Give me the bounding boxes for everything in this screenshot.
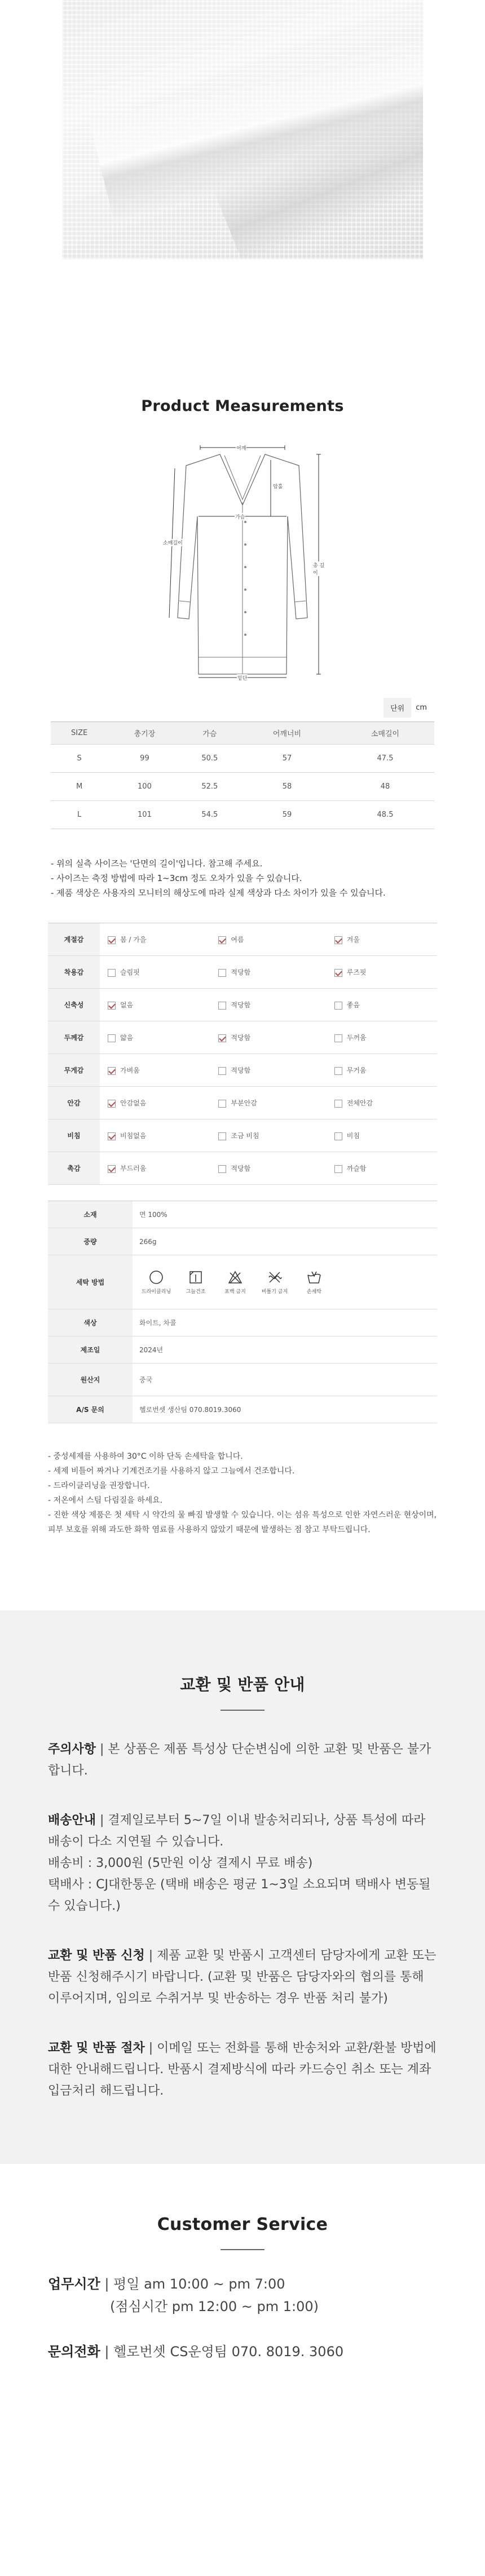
request-block: 교환 및 반품 신청 | 제품 교환 및 반품시 고객센터 담당자에게 교환 또는 반품 신청해주시기 바랍니다. (교환 및 반품은 담당자와의 협의를 통해 이루어지며, 임의로 수취거부 및 반송하는 경우 반품 처리 불가) [48,1949,436,2006]
checkbox-icon [218,1002,226,1010]
care-icons [139,1265,437,1299]
attribute-option [100,1119,210,1152]
garment-diagram [158,432,327,680]
dim-shoulder-label: 어깨 [236,444,246,452]
checkbox-icon [108,1100,116,1108]
table-row [48,1021,437,1054]
attribute-table [48,923,437,1185]
size-cell: 50.5 [182,745,238,773]
product-fabric-photo [62,0,423,259]
size-cell: 48.5 [336,801,434,829]
attribute-option [210,989,326,1021]
shade-dry-item [179,1269,213,1295]
dim-armhole-label: 암홀 [272,483,283,490]
option-text: 비침없음 [120,1132,147,1140]
hand-wash-icon [306,1269,322,1285]
shipping-text: 결제일로부터 5~7일 이내 발송처리되나, 상품 특성에 따라 배송이 다소 지연될 수 있습니다. [48,1813,426,1849]
checkbox-icon [108,1034,116,1042]
table-row [48,956,437,989]
checkbox-icon [218,1100,226,1108]
unit-value: cm [416,703,427,712]
dry-clean-item [139,1269,173,1295]
table-row [48,1119,437,1152]
care-text: 손세탁 [306,1289,322,1295]
option-text: 부분안감 [231,1099,257,1107]
procedure-label: 교환 및 반품 절차 [48,2041,145,2055]
note-line: - 위의 실측 사이즈는 '단면의 길이'입니다. 참고해 주세요. [51,858,263,869]
no-wring-item [258,1269,292,1295]
size-table-header-cell: 가슴 [182,722,238,745]
care-note-line: - 중성세제를 사용하여 30°C 이하 단독 손세탁을 합니다. [48,1452,243,1461]
no-bleach-item [218,1269,252,1295]
table-row [48,1309,437,1336]
checkbox-icon [334,1067,342,1075]
procedure-text: 이메일 또는 전화를 통해 반송처와 교환/환불 방법에 대한 안내해드립니다. 반품시 결제방식에 따라 카드승인 취소 또는 계좌 입금처리 해드립니다. [48,2041,436,2098]
request-text: 제품 교환 및 반품시 고객센터 담당자에게 교환 또는 반품 신청해주시기 바랍니다. (교환 및 반품은 담당자와의 협의를 통해 이루어지며, 임의로 수취거부 및 반송하는 경우 반품 처리 불가) [48,1949,436,2006]
contact-label: 문의전화 [48,2344,100,2360]
attribute-option [100,1021,210,1054]
table-row [48,1087,437,1119]
dry-clean-icon [148,1269,164,1285]
option-text: 얇음 [120,1034,134,1042]
shipping-label: 배송안내 [48,1813,96,1827]
table-row [51,801,434,829]
option-text: 루즈핏 [346,968,367,976]
option-text: 적당함 [231,1066,251,1074]
option-text: 적당함 [231,1034,251,1042]
dim-length-label: 총 길이 [312,561,327,576]
attribute-option [100,989,210,1021]
option-text: 까슬함 [346,1165,367,1172]
care-note-line: - 세제 비틀어 짜거나 기계건조기를 사용하지 않고 그늘에서 건조합니다. [48,1467,295,1476]
measurements-title: Product Measurements [141,397,344,415]
dim-sleeve-label: 소매길이 [162,539,183,546]
attribute-label: 착용감 [48,956,100,989]
hand-wash-item [297,1269,331,1295]
as-label: A/S 문의 [48,1396,133,1423]
attribute-option [327,1119,437,1152]
option-text: 부드러움 [120,1165,147,1172]
option-text: 봄 / 가을 [120,936,147,944]
size-cell: 57 [238,745,336,773]
made-value: 2024년 [133,1336,437,1364]
size-cell: 59 [238,801,336,829]
table-row [48,1152,437,1185]
care-notes [48,1449,437,1537]
checkbox-icon [108,1132,116,1140]
size-cell: 54.5 [182,801,238,829]
notice-label: 주의사항 [48,1742,96,1756]
hours-label: 업무시간 [48,2276,100,2292]
no-bleach-icon [227,1269,243,1285]
checkbox-icon [218,1132,226,1140]
size-cell: 52.5 [182,773,238,801]
checkbox-icon [218,1067,226,1075]
option-text: 가벼움 [120,1066,140,1074]
contact-value: 헬로번셋 CS운영팀 070. 8019. 3060 [109,2344,344,2360]
cs-hours: 업무시간 | 평일 am 10:00 ~ pm 7:00 (점심시간 pm 12:00 ~ pm 1:00) [48,2273,437,2318]
attribute-label: 두께감 [48,1021,100,1054]
checkbox-icon [108,1067,116,1075]
procedure-block: 교환 및 반품 절차 | 이메일 또는 전화를 통해 반송처와 교환/환불 방법에 대한 안내해드립니다. 반품시 결제방식에 따라 카드승인 취소 또는 계좌 입금처리 해드립니다. [48,2041,436,2098]
care-text: 드라이클리닝 [141,1289,171,1295]
notice-text: 본 상품은 제품 특성상 단순변심에 의한 교환 및 반품은 불가합니다. [48,1742,431,1778]
table-row [51,773,434,801]
size-table-header [51,722,434,745]
weight-label: 중량 [48,1228,133,1255]
attribute-option [327,1152,437,1185]
checkbox-icon [218,969,226,977]
checkbox-icon [218,936,226,944]
size-cell: 101 [108,801,182,829]
attribute-option [210,923,326,956]
attribute-label: 신축성 [48,989,100,1021]
attribute-option [210,1087,326,1119]
exchange-section [0,1610,485,2164]
notice-block: 주의사항 | 본 상품은 제품 특성상 단순변심에 의한 교환 및 반품은 불가합니다. [48,1742,431,1778]
attribute-option [100,1152,210,1185]
care-note-line: - 드라이클리닝을 권장합니다. [48,1481,150,1490]
option-text: 전체안감 [346,1099,373,1107]
care-note-line: - 저온에서 스팀 다림질을 하세요. [48,1496,163,1505]
checkbox-icon [108,1002,116,1010]
table-row [48,923,437,956]
table-row [48,1364,437,1396]
lunch-value: (점심시간 pm 12:00 ~ pm 1:00) [110,2299,319,2314]
no-wring-icon [267,1269,283,1285]
size-cell: 58 [238,773,336,801]
size-cell: M [51,773,108,801]
info-table [48,1201,437,1423]
attribute-option [327,923,437,956]
size-cell: L [51,801,108,829]
unit-row [54,697,431,718]
measurement-notes [51,856,434,900]
attribute-option [210,1021,326,1054]
note-line: - 제품 색상은 사용자의 모니터의 해상도에 따라 실제 색상과 다소 차이가 있을 수 있습니다. [51,888,386,898]
shipping-block: 배송안내 | 결제일로부터 5~7일 이내 발송처리되나, 상품 특성에 따라 배송이 다소 지연될 수 있습니다. 배송비 : 3,000원 (5만원 이상 결제시 무료 배송) 택배사 : CJ대한통운 (택배 배송은 평균 1~3일 소요되며 택배사 변동될 수 있습니다.) [48,1810,437,1917]
checkbox-icon [334,936,342,944]
checkbox-icon [334,1002,342,1010]
size-table-header-cell: 어깨너비 [238,722,336,745]
size-cell: 99 [108,745,182,773]
table-row [48,1054,437,1087]
table-row [48,1255,437,1309]
checkbox-icon [334,1100,342,1108]
option-text: 없음 [120,1001,134,1009]
weight-value: 266g [133,1228,437,1255]
checkbox-icon [218,1034,226,1042]
origin-label: 원산지 [48,1364,133,1396]
attribute-option [100,1054,210,1087]
care-text: 그늘건조 [186,1289,206,1295]
size-cell: 47.5 [336,745,434,773]
dim-chest-label: 가슴 [235,513,245,520]
material-label: 소재 [48,1201,133,1228]
hours-value: 평일 am 10:00 ~ pm 7:00 [109,2276,285,2292]
attribute-option [327,1021,437,1054]
attribute-option [100,923,210,956]
color-value: 화이트, 차콜 [133,1309,437,1336]
option-text: 겨울 [346,936,360,944]
shipping-courier: 택배사 : CJ대한통운 (택배 배송은 평균 1~3일 소요되며 택배사 변동될 수 있습니다.) [48,1878,431,1913]
table-row [48,1228,437,1255]
size-table-header-cell: SIZE [51,722,108,745]
checkbox-icon [108,936,116,944]
checkbox-icon [218,1165,226,1173]
cs-contact: 문의전화 | 헬로번셋 CS운영팀 070. 8019. 3060 [48,2344,344,2360]
shipping-fee: 배송비 : 3,000원 (5만원 이상 결제시 무료 배송) [48,1856,313,1870]
shade-dry-icon [188,1269,204,1285]
origin-value: 중국 [133,1364,437,1396]
cs-title: Customer Service [157,2215,328,2234]
option-text: 조금 비침 [231,1132,259,1140]
checkbox-icon [334,969,342,977]
size-table-header-cell: 소매길이 [336,722,434,745]
dim-hem-label: 밑단 [237,674,248,681]
unit-label: 단위 [383,698,411,718]
checkbox-icon [108,1165,116,1173]
option-text: 비침 [346,1132,360,1140]
option-text: 적당함 [231,968,251,976]
table-row [48,1201,437,1228]
request-label: 교환 및 반품 신청 [48,1949,145,1963]
option-text: 두꺼움 [346,1034,367,1042]
care-note-line: - 진한 색상 제품은 첫 세탁 시 약간의 물 빠짐 발생할 수 있습니다. 이는 섬유 특성으로 인한 자연스러운 현상이며, 피부 보호를 위해 과도한 화학 염료를 사용하지 않았기 때문에 발생하는 점 참고 부탁드립니다. [48,1511,437,1534]
attribute-option [210,1054,326,1087]
made-label: 제조일 [48,1336,133,1364]
note-line: - 사이즈는 측정 방법에 따라 1~3cm 정도 오차가 있을 수 있습니다. [51,873,302,883]
attribute-option [327,1054,437,1087]
attribute-option [327,1087,437,1119]
size-table [51,722,434,829]
care-text: 표백 금지 [224,1289,246,1295]
care-text: 비틀기 금지 [261,1289,288,1295]
exchange-title: 교환 및 반품 안내 [180,1675,305,1694]
divider [221,2249,264,2250]
checkbox-icon [334,1132,342,1140]
attribute-label: 무게감 [48,1054,100,1087]
attribute-option [327,956,437,989]
attribute-label: 안감 [48,1087,100,1119]
attribute-option [327,989,437,1021]
attribute-label: 비침 [48,1119,100,1152]
attribute-option [210,956,326,989]
checkbox-icon [108,969,116,977]
checkbox-icon [334,1034,342,1042]
option-text: 안감없음 [120,1099,147,1107]
color-label: 색상 [48,1309,133,1336]
option-text: 적당함 [231,1001,251,1009]
care-label: 세탁 방법 [48,1255,133,1309]
customer-service-section [0,2164,485,2425]
material-value: 면 100% [133,1201,437,1228]
table-row [48,1396,437,1423]
option-text: 여름 [231,936,244,944]
attribute-option [210,1119,326,1152]
table-row [48,989,437,1021]
size-cell: S [51,745,108,773]
attribute-option [100,1087,210,1119]
option-text: 무거움 [346,1066,367,1074]
table-row [51,745,434,773]
attribute-label: 촉감 [48,1152,100,1185]
attribute-label: 계절감 [48,923,100,956]
checkbox-icon [334,1165,342,1173]
divider [221,1710,264,1711]
option-text: 좋음 [346,1001,360,1009]
attribute-option [100,956,210,989]
size-cell: 100 [108,773,182,801]
table-row [48,1336,437,1364]
option-text: 적당함 [231,1165,251,1172]
size-cell: 48 [336,773,434,801]
as-value: 헬로번셋 생산팀 070.8019.3060 [133,1396,437,1423]
option-text: 슬림핏 [120,968,140,976]
attribute-option [210,1152,326,1185]
size-table-header-cell: 총기장 [108,722,182,745]
